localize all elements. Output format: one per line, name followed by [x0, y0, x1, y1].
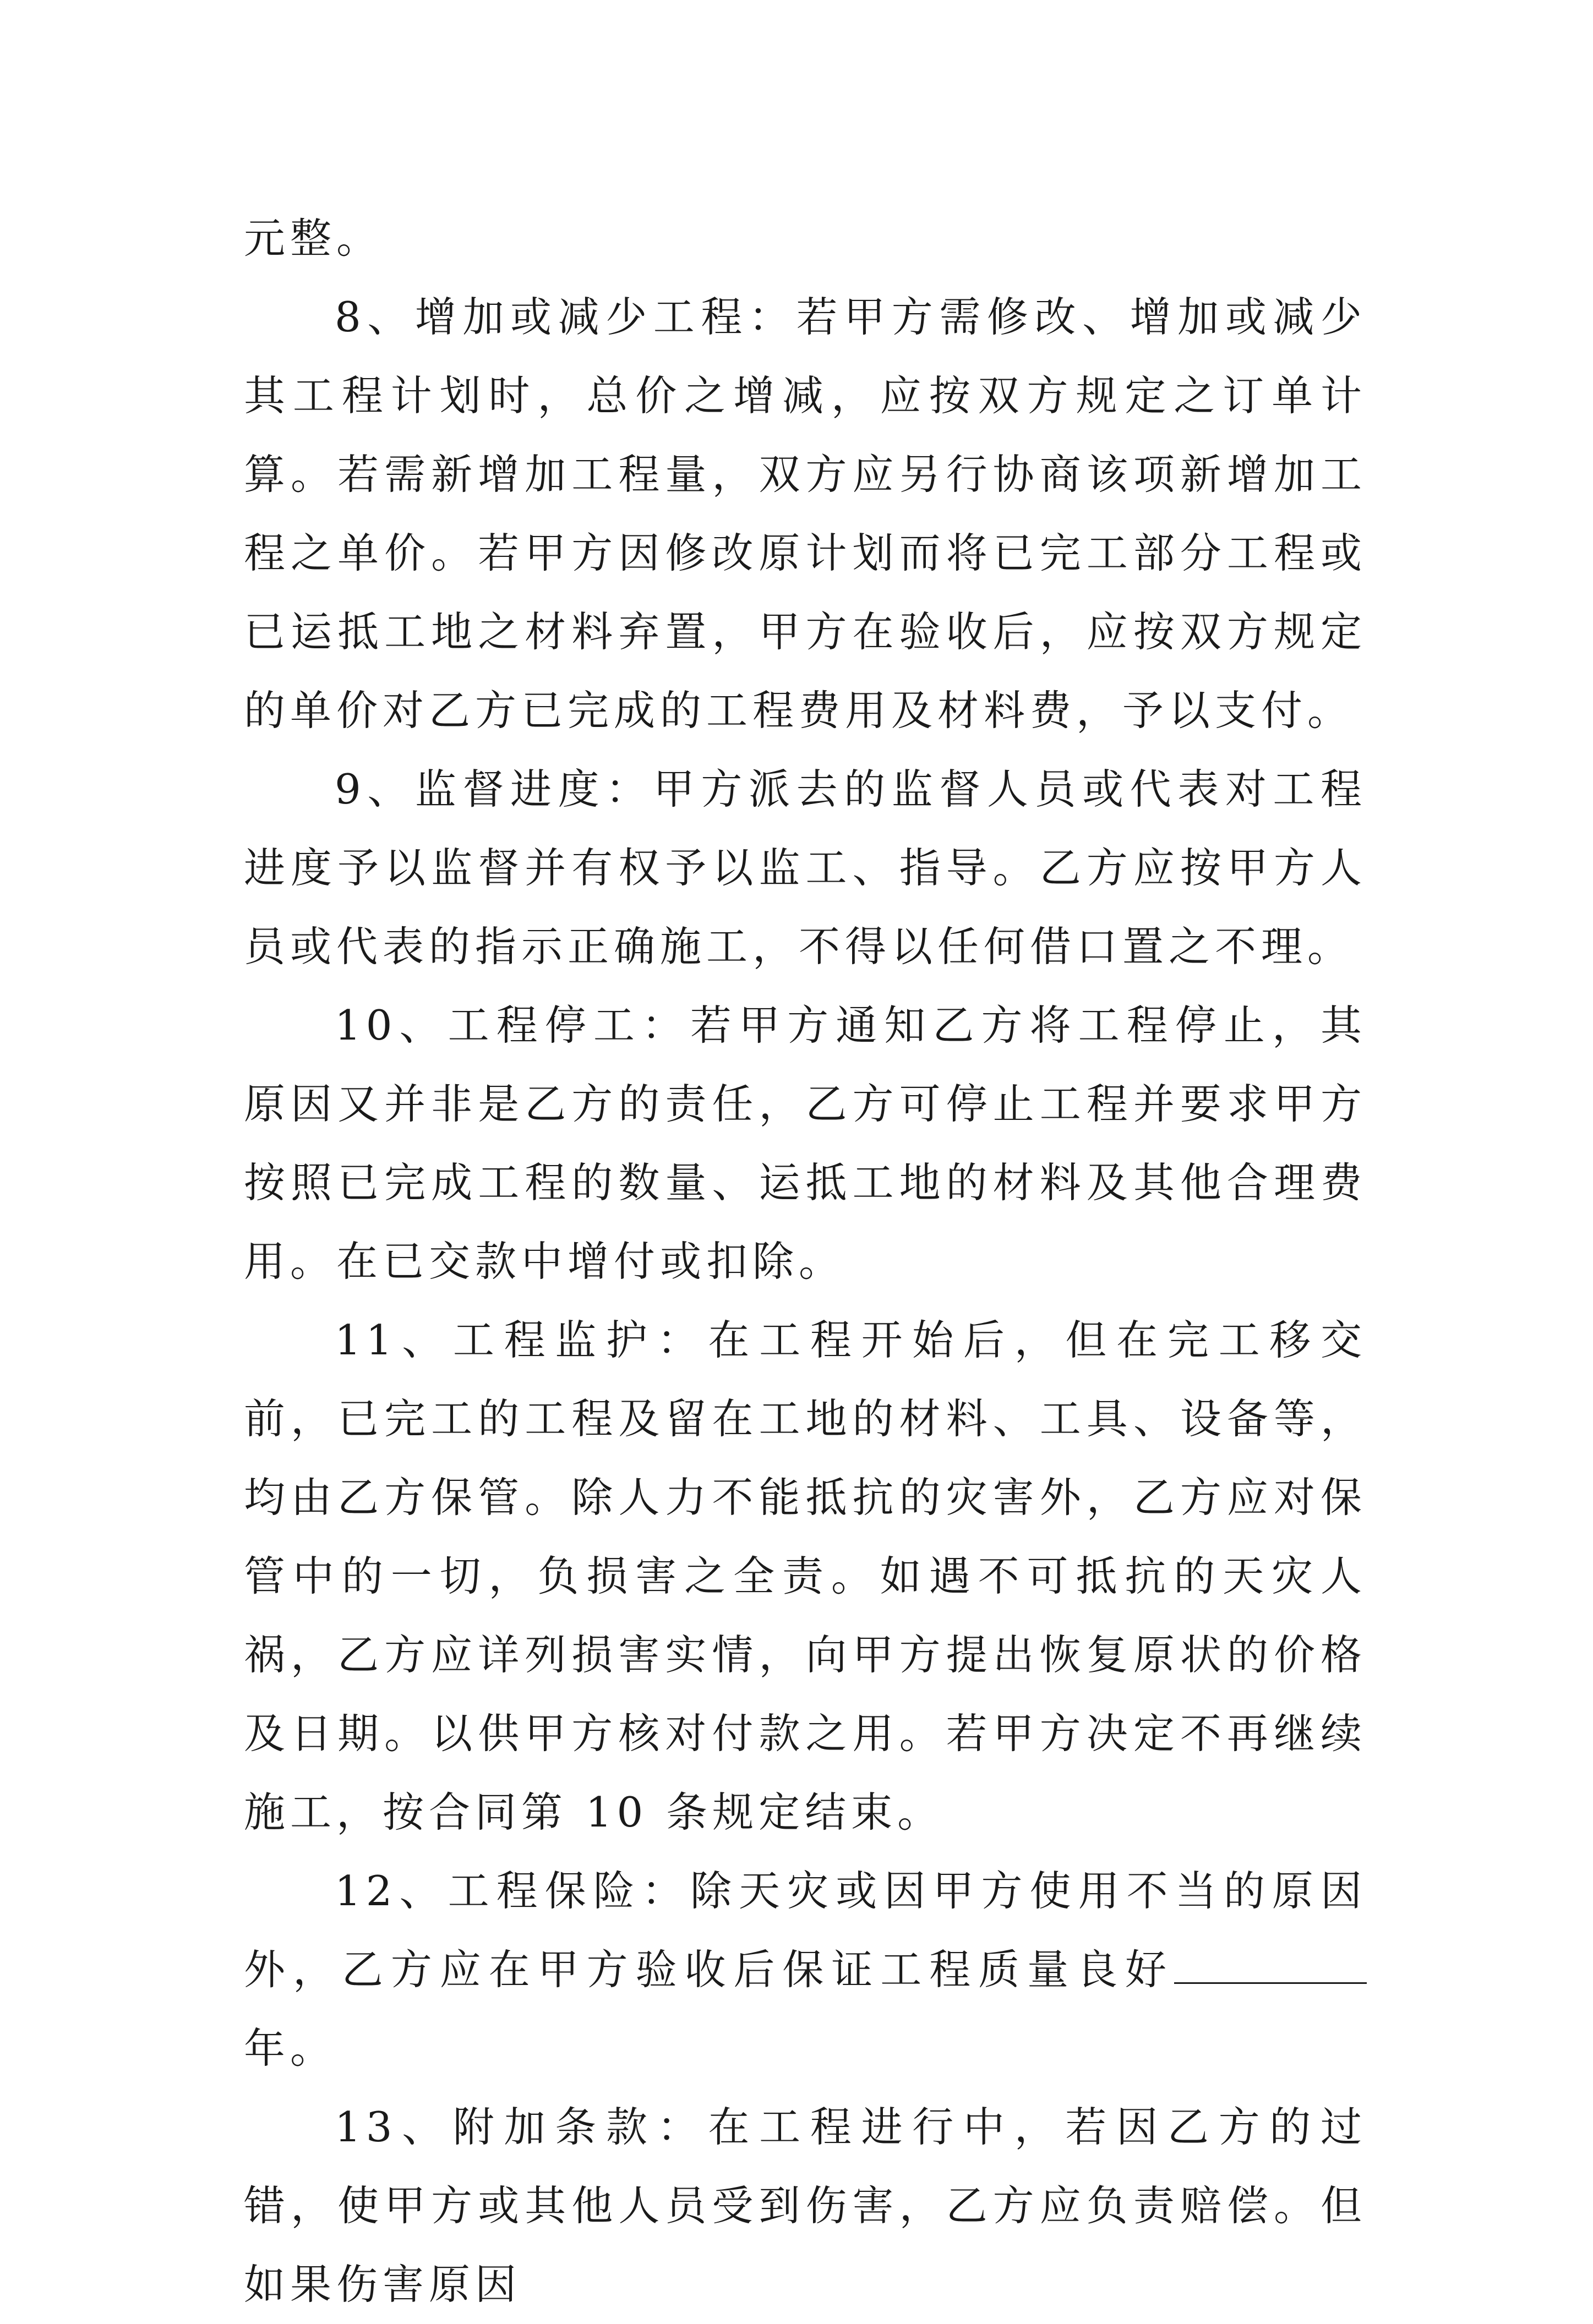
warranty-years-blank: [1174, 1943, 1367, 1984]
clause-9: 9、监督进度：甲方派去的监督人员或代表对工程进度予以监督并有权予以监工、指导。乙方应按甲方人员或代表的指示正确施工，不得以任何借口置之不理。: [244, 765, 1367, 971]
clause-10: 10、工程停工：若甲方通知乙方将工程停止，其原因又并非是乙方的责任，乙方可停止工程并要求甲方按照已完成工程的数量、运抵工地的材料及其他合理费用。在已交款中增付或扣除。: [244, 1001, 1367, 1286]
clause-8: 8、增加或减少工程：若甲方需修改、增加或减少其工程计划时，总价之增减，应按双方规定之订单计算。若需新增加工程量，双方应另行协商该项新增加工程之单价。若甲方因修改原计划而将已完工部分工程或已运抵工地之材料弃置，甲方在验收后，应按双方规定的单价对乙方已完成的工程费用及材料费，予以支付。: [244, 293, 1367, 735]
clause-12-text: 12、工程保险：除天灾或因甲方使用不当的原因外，乙方应在甲方验收后保证工程质量良好: [244, 1867, 1367, 1994]
clause-11: 11、工程监护：在工程开始后，但在完工移交前，已完工的工程及留在工地的材料、工具、设备等，均由乙方保管。除人力不能抵抗的灾害外，乙方应对保管中的一切，负损害之全责。如遇不可抵抗的天灾人祸，乙方应详列损害实情，向甲方提出恢复原状的价格及日期。以供甲方核对付款之用。若甲方决定不再继续施工，按合同第 10 条规定结束。: [244, 1316, 1367, 1836]
clause-12: [244, 1852, 1367, 2088]
clause-13: 13、附加条款：在工程进行中，若因乙方的过错，使甲方或其他人员受到伤害，乙方应负责赔偿。但如果伤害原因: [244, 2103, 1367, 2309]
paragraph-continuation: 元整。: [244, 214, 383, 263]
clause-12-suffix: 年。: [244, 2024, 337, 2073]
document-body: [244, 199, 1367, 2324]
